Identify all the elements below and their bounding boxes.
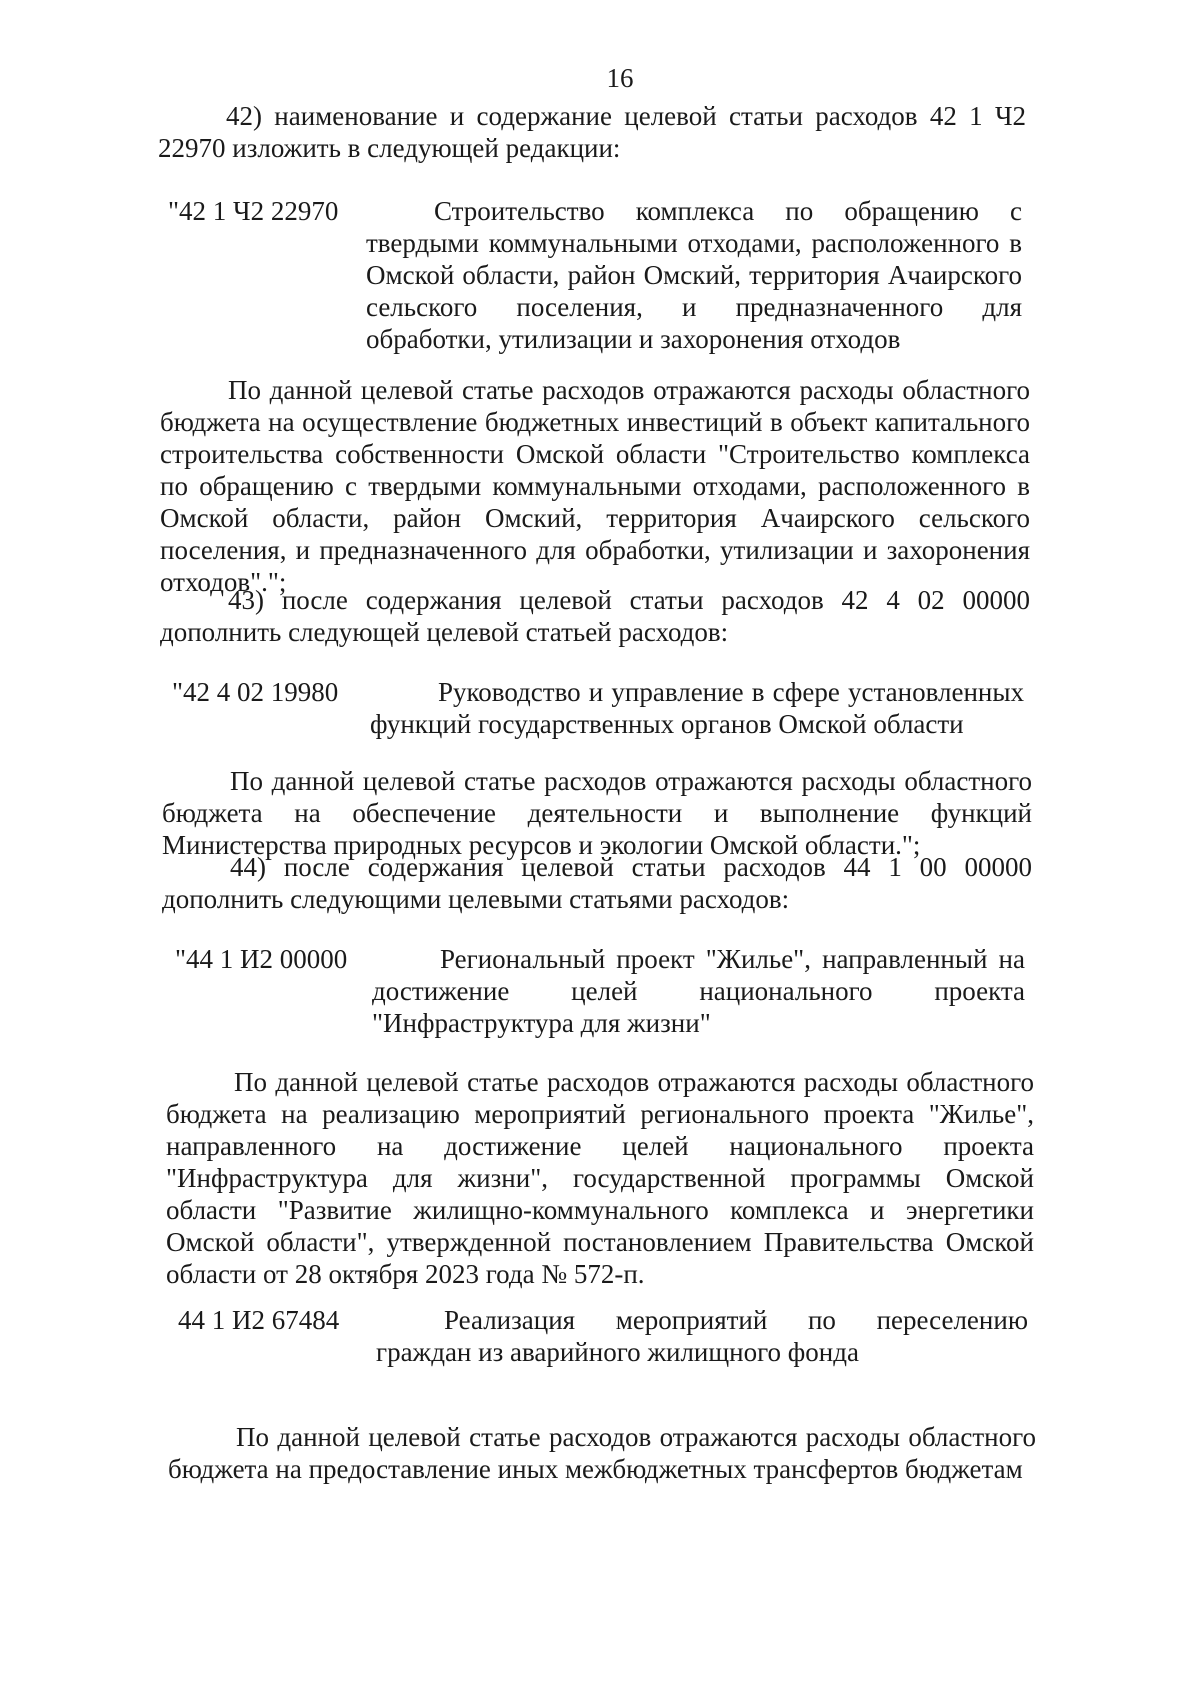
entry-title-42-4-02-19980: Руководство и управление в сфере установленных функций государственных органов Омской области xyxy=(370,677,1024,739)
page-number: 16 xyxy=(606,63,634,93)
entry-code-44-1-i2-67484: 44 1 И2 67484 xyxy=(178,1305,340,1335)
paragraph-43-intro: 43) после содержания целевой статьи расходов 42 4 02 00000 дополнить следующей целевой статьей расходов: xyxy=(160,585,1030,647)
entry-description-42-4-02-19980: По данной целевой статье расходов отражаются расходы областного бюджета на обеспечение деятельности и выполнение функций Министерства природных ресурсов и экологии Омской области."; xyxy=(162,766,1032,860)
entry-description-42-1-ch2-22970: По данной целевой статье расходов отражаются расходы областного бюджета на осуществление бюджетных инвестиций в объект капитального строительства собственности Омской области "Строительство комплекса по обращению с твердыми коммунальными отходами, расположенного в Омской области, район Омский, территория Ачаирского сельского поселения, и предназначенного для обработки, утилизации и захоронения отходов"."; xyxy=(160,375,1030,597)
entry-title-44-1-i2-00000: Региональный проект "Жилье", направленный на достижение целей национального проекта "Инфраструктура для жизни" xyxy=(372,944,1025,1038)
entry-code-44-1-i2-00000: "44 1 И2 00000 xyxy=(175,944,348,974)
entry-title-42-1-ch2-22970: Строительство комплекса по обращению с твердыми коммунальными отходами, расположенного в Омской области, район Омский, территория Ачаирского сельского поселения, и предназначенного для обработки, утилизации и захоронения отходов xyxy=(366,196,1022,354)
paragraph-44-intro: 44) после содержания целевой статьи расходов 44 1 00 00000 дополнить следующими целевыми статьями расходов: xyxy=(162,852,1032,914)
entry-code-42-4-02-19980: "42 4 02 19980 xyxy=(172,677,339,707)
paragraph-42-intro: 42) наименование и содержание целевой статьи расходов 42 1 Ч2 22970 изложить в следующей редакции: xyxy=(158,101,1026,163)
entry-description-44-1-i2-67484: По данной целевой статье расходов отражаются расходы областного бюджета на предоставление иных межбюджетных трансфертов бюджетам xyxy=(168,1422,1036,1484)
entry-description-44-1-i2-00000: По данной целевой статье расходов отражаются расходы областного бюджета на реализацию мероприятий регионального проекта "Жилье", направленного на достижение целей национального проекта "Инфраструктура для жизни", государственной программы Омской области "Развитие жилищно-коммунального комплекса и энергетики Омской области", утвержденной постановлением Правительства Омской области от 28 октября 2023 года № 572-п. xyxy=(166,1067,1034,1289)
entry-title-44-1-i2-67484: Реализация мероприятий по переселению граждан из аварийного жилищного фонда xyxy=(376,1305,1028,1367)
entry-code-42-1-ch2-22970: "42 1 Ч2 22970 xyxy=(168,196,339,226)
